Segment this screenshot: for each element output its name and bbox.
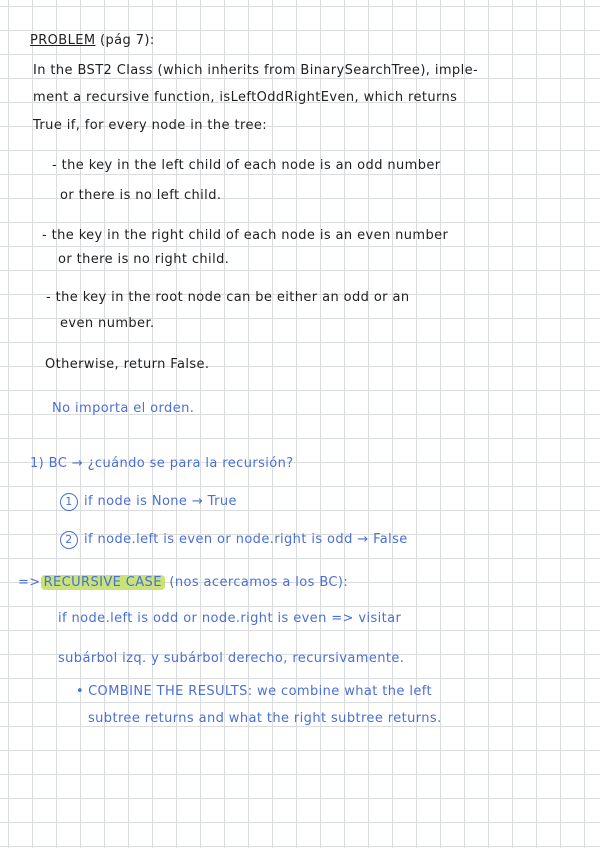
condition-root-line-1: - the key in the root node can be either an odd or an [46, 290, 410, 305]
double-arrow: => [18, 575, 41, 590]
base-case-heading: 1) BC → ¿cuándo se para la recursión? [30, 456, 294, 471]
problem-title: PROBLEM [30, 33, 96, 48]
bullet-dot: • [76, 684, 85, 699]
base-case-2 [60, 531, 408, 549]
condition-right-line-1: - the key in the right child of each node is an even number [42, 228, 449, 243]
base-case-2-text: if node.left is even or node.right is odd → False [84, 532, 408, 547]
circled-number-1: 1 [60, 493, 78, 511]
condition-root-line-2: even number. [60, 316, 155, 331]
base-case-1 [60, 493, 237, 511]
condition-right-line-2: or there is no right child. [58, 252, 230, 267]
combine-line-2: subtree returns and what the right subtree returns. [88, 711, 442, 726]
condition-left-line-2: or there is no left child. [60, 188, 222, 203]
order-note: No importa el orden. [52, 401, 195, 416]
problem-line-1: In the BST2 Class (which inherits from BinarySearchTree), imple- [33, 63, 479, 78]
recursive-case-note: (nos acercamos a los BC): [169, 575, 349, 590]
problem-page-ref: (pág 7): [100, 33, 155, 48]
condition-left-line-1: - the key in the left child of each node is an odd number [52, 158, 441, 173]
problem-heading [30, 33, 155, 49]
recursive-case-label: RECURSIVE CASE [41, 575, 165, 590]
otherwise-line: Otherwise, return False. [45, 357, 210, 372]
recursive-case-heading [18, 575, 348, 591]
recursive-line-2: subárbol izq. y subárbol derecho, recursivamente. [58, 651, 405, 666]
circled-number-2: 2 [60, 531, 78, 549]
base-case-1-text: if node is None → True [84, 494, 237, 509]
combine-text-1: COMBINE THE RESULTS: we combine what the left [88, 684, 433, 699]
problem-line-3: True if, for every node in the tree: [33, 118, 268, 133]
recursive-line-1: if node.left is odd or node.right is even => visitar [58, 611, 402, 626]
combine-line-1 [76, 684, 432, 700]
problem-line-2: ment a recursive function, isLeftOddRightEven, which returns [33, 90, 458, 105]
